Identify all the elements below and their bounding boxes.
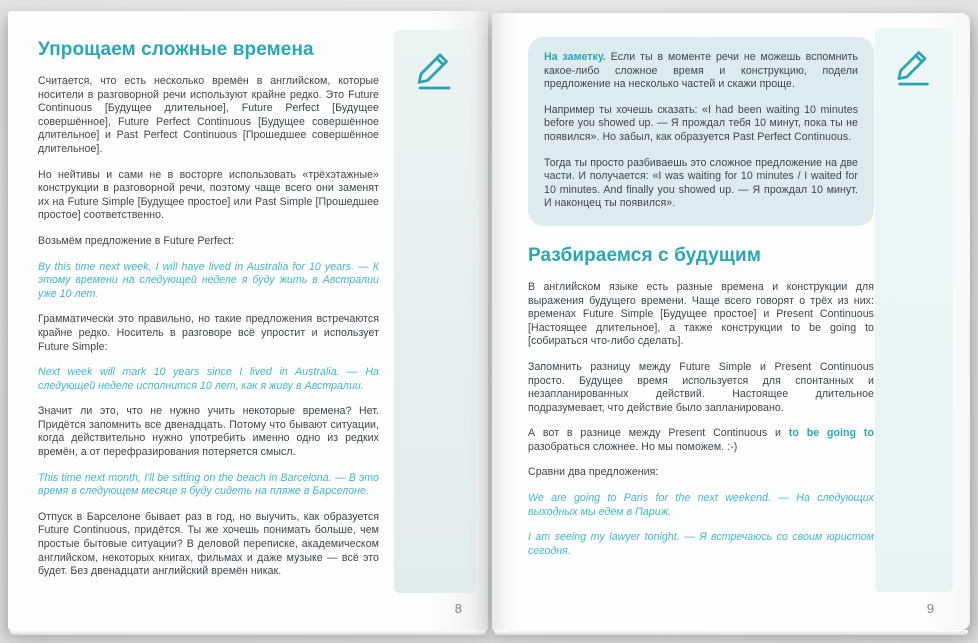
- example-sentence: This time next month, I'll be sitting on the beach in Barcelona. — В это время в следующем месяце я буду сидеть на пляже в Барселоне.: [38, 471, 379, 498]
- paragraph: Сравни два предложения:: [528, 466, 659, 479]
- page-title: Разбираемся с будущим: [528, 244, 761, 266]
- pencil-icon: [892, 41, 936, 87]
- page-title: Упрощаем сложные времена: [38, 39, 314, 60]
- paragraph: Но нейтивы и сами не в восторге использовать «трёхэтажные» конструкции в разговорной речи, поэтому чаще всего они заменят их на Future Simple [Будущее простое] или Past Simple [Прошедшее простое] соответственно.: [38, 168, 379, 222]
- paragraph: Отпуск в Барселоне бывает раз в год, но выучить, как образуется Future Continuous, придётся. Ты же хочешь понимать больше, чем простые бытовые ситуации? В деловой переписке, академическом английском, некоторых книгах, фильмах и даже музыке — всё это будет. Без двенадцати английский времён никак.: [38, 510, 379, 578]
- body-text: [38, 75, 379, 579]
- body-text: [528, 281, 874, 559]
- left-margin-strip: [394, 30, 476, 593]
- paragraph: На заметку. Если ты в моменте речи не можешь вспомнить какое-либо сложное время и конструкцию, подели предложение на несколько частей и скажи проще.: [544, 51, 858, 91]
- paragraph: Тогда ты просто разбиваешь это сложное предложение на две части. И получается: «I was waiting for 10 minutes / I waited for 10 minutes. And finally you showed up. — Я прождал 10 минут. И наконцец ты появился».: [544, 156, 858, 210]
- page-number: 9: [926, 601, 934, 616]
- note-box: [528, 37, 874, 226]
- paragraph: Значит ли это, что не нужно учить некоторые времена? Нет. Придётся запомнить все двенадцать. Потому что бывают ситуации, когда действительно нужно употребить именно одно из редких времён, а от перефразирования потеряется смысл.: [38, 405, 379, 459]
- example-sentence: Next week will mark 10 years since I lived in Australia. — На следующей неделе исполнится 10 лет, как я живу в Австралии.: [38, 366, 379, 392]
- page-right: [492, 13, 970, 630]
- pencil-icon: [412, 43, 458, 91]
- right-margin-strip: [875, 28, 953, 592]
- paragraph: Запомнить разницу между Future Simple и Present Continuous просто. Будущее время используется для спонтанных и незапланированных действий. Настоящее длительное подразумевает, что действие было запланировано.: [528, 360, 874, 414]
- page-left: [8, 11, 488, 630]
- example-sentence: I am seeing my lawyer tonight. — Я встречаюсь со своим юристом сегодня.: [528, 531, 874, 557]
- paragraph: Считается, что есть несколько времён в английском, которые носители в разговорной речи используют крайне редко. Это Future Continuous [Будущее длительное], Future Perfect [Будущее совершённое], Future Perfect Continuous [Будущее совершённое длительное] и Past Perfect Continuous [Прошедшее совершённое длительное].: [38, 75, 379, 155]
- page-number: 8: [454, 601, 462, 616]
- paragraph: А вот в разнице между Present Continuous и to be going to разобраться сложнее. Но мы поможем. :-): [528, 427, 874, 453]
- example-sentence: We are going to Paris for the next weekend. — На следующих выходных мы едем в Париж.: [528, 492, 874, 518]
- paragraph: В английском языке есть разные времена и конструкции для выражения будущего времени. Чаще всего говорят о трёх из них: временах Future Simple [Будущее простое] и Present Continuous [Настоящее длительное], а также конструкции to be going to [собираться что-либо сделать].: [528, 280, 874, 348]
- left-page-content: [38, 39, 379, 591]
- paragraph: Например ты хочешь сказать: «I had been waiting 10 minutes before you showed up. — Я прождал тебя 10 минут, пока ты не появился». Но забыл, как образуется Past Perfect Continuous.: [544, 103, 858, 143]
- note-text: [544, 51, 858, 211]
- paragraph: Грамматически это правильно, но такие предложения встречаются крайне редко. Носитель в разговоре всё упростит и использует Future Simple:: [38, 313, 379, 353]
- paragraph: Возьмём предложение в Future Perfect:: [38, 234, 235, 247]
- example-sentence: By this time next week, I will have lived in Australia for 10 years. — К этому времени на следующей неделе я буду жить в Австралии уже 10 лет.: [38, 260, 379, 300]
- right-page-content: [528, 37, 874, 570]
